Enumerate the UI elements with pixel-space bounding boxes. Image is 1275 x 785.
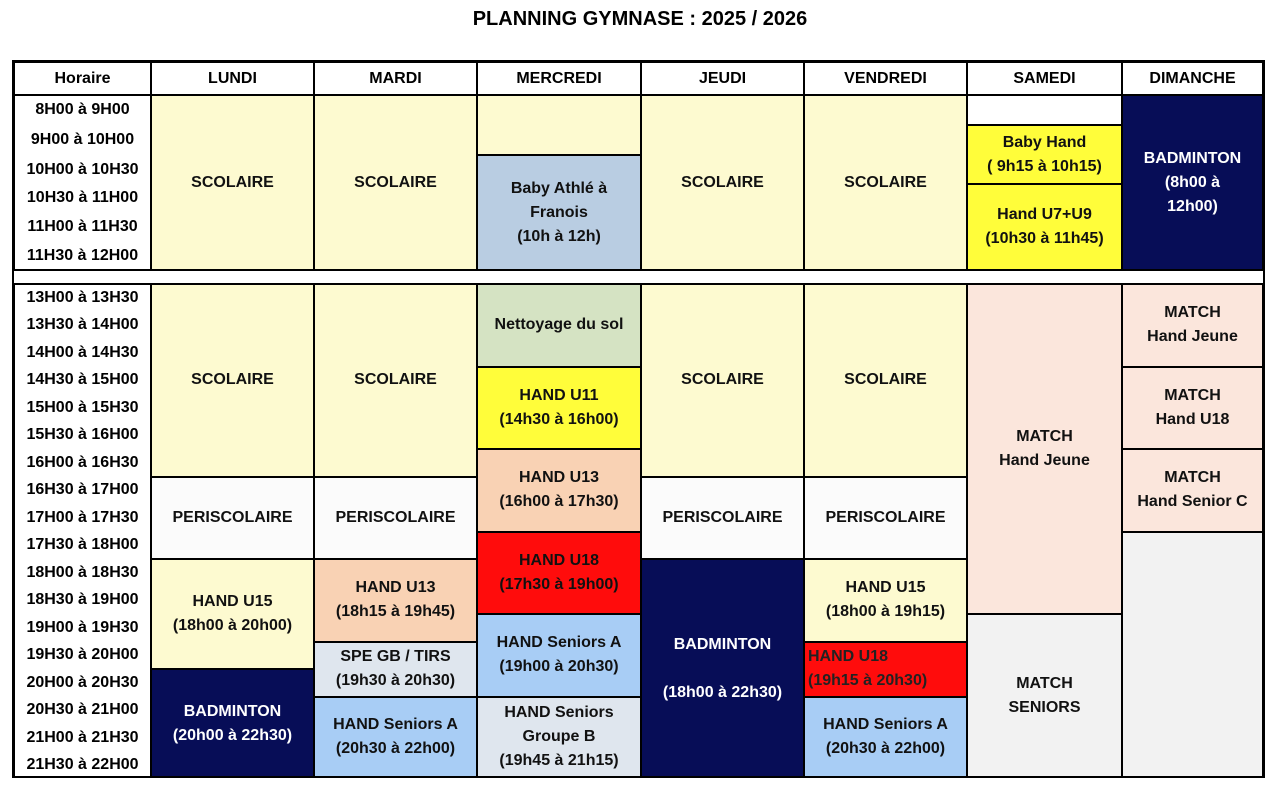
match-hand-jeune-block-saturday-line: MATCH (1016, 428, 1073, 445)
hand-u13-block-wednesday-line: HAND U13 (518, 469, 599, 487)
lunch-break-gap (14, 270, 1263, 284)
hand-u7-u9-block-line: Hand U7+U9 (997, 206, 1092, 223)
scolaire-block-morning-label: SCOLAIRE (354, 173, 437, 191)
hand-seniors-a-block-wednesday[interactable] (477, 614, 641, 697)
match-hand-u18-block-line: Hand U18 (1155, 410, 1230, 428)
hand-u15-block-friday-line: HAND U15 (845, 579, 926, 597)
match-hand-senior-c-block-line: Hand Senior C (1137, 493, 1248, 511)
time-slot-morning: 10H30 à 11H00 (26, 189, 139, 206)
samedi-morning-free (967, 95, 1122, 125)
header-dimanche-label: DIMANCHE (1149, 69, 1236, 87)
match-hand-senior-c-block-line: MATCH (1164, 469, 1221, 487)
nettoyage-block[interactable] (477, 284, 641, 367)
scolaire-block-morning-label: SCOLAIRE (681, 173, 764, 191)
hand-seniors-b-block-line: Groupe B (522, 728, 596, 746)
hand-u15-block-monday-line: HAND U15 (192, 593, 273, 610)
mercredi-morning-free (477, 95, 641, 155)
badminton-block-thursday[interactable] (641, 559, 804, 778)
hand-u15-block-monday-line: (18h00 à 20h00) (172, 617, 293, 634)
scolaire-block-morning-label: SCOLAIRE (191, 173, 274, 191)
match-hand-jeune-block-saturday-line: Hand Jeune (999, 452, 1090, 469)
hand-u18-block-friday[interactable] (804, 642, 967, 697)
header-lundi-label: LUNDI (208, 69, 257, 87)
time-slot-afternoon: 13H00 à 13H30 (26, 288, 139, 306)
periscolaire-block[interactable] (804, 477, 967, 560)
scolaire-block-morning[interactable] (641, 95, 804, 270)
header-jeudi (641, 62, 804, 95)
header-vendredi (804, 62, 967, 95)
match-hand-jeune-block-saturday[interactable] (967, 284, 1122, 614)
time-slot-afternoon: 21H30 à 22H00 (26, 756, 139, 774)
header-horaire-label: Horaire (54, 69, 111, 87)
hand-u18-block-wednesday[interactable] (477, 532, 641, 615)
hand-u11-block-line: HAND U11 (519, 386, 599, 404)
hand-u13-block-wednesday[interactable] (477, 449, 641, 532)
time-slot-afternoon: 18H00 à 18H30 (26, 563, 139, 581)
hand-seniors-a-block-friday-line: HAND Seniors A (823, 716, 948, 734)
hand-seniors-b-block-line: HAND Seniors (504, 704, 614, 722)
hand-u13-block-tuesday-line: (18h15 à 19h45) (335, 603, 456, 621)
hand-u18-block-wednesday-line: HAND U18 (518, 551, 599, 569)
baby-athle-block-line: Franois (530, 203, 588, 221)
hand-seniors-a-block-tuesday-line: HAND Seniors A (333, 716, 458, 734)
time-slot-afternoon: 20H30 à 21H00 (26, 701, 139, 719)
hand-seniors-a-block-wednesday-line: (19h00 à 20h30) (499, 658, 619, 676)
scolaire-block-afternoon-label: SCOLAIRE (844, 371, 927, 389)
scolaire-block-afternoon[interactable] (804, 284, 967, 477)
hand-u13-block-wednesday-line: (16h00 à 17h30) (499, 493, 619, 511)
hand-seniors-b-block-line: (19h45 à 21h15) (499, 752, 619, 770)
hand-u18-block-friday-line: HAND U18 (808, 648, 889, 665)
header-lundi (151, 62, 314, 95)
spe-gb-tirs-block-line: (19h30 à 20h30) (335, 672, 456, 689)
periscolaire-block[interactable] (314, 477, 477, 560)
scolaire-block-afternoon[interactable] (151, 284, 314, 477)
baby-athle-block-line: (10h à 12h) (517, 227, 601, 245)
header-mercredi-label: MERCREDI (516, 69, 602, 87)
header-mardi-label: MARDI (369, 69, 422, 87)
scolaire-block-afternoon[interactable] (641, 284, 804, 477)
hand-seniors-a-block-tuesday[interactable] (314, 697, 477, 779)
scolaire-block-morning[interactable] (804, 95, 967, 270)
match-hand-jeune-block-sunday-line: Hand Jeune (1147, 328, 1238, 346)
spe-gb-tirs-block[interactable] (314, 642, 477, 697)
baby-hand-block-line: ( 9h15 à 10h15) (987, 157, 1102, 175)
hand-seniors-a-block-tuesday-line: (20h30 à 22h00) (335, 740, 456, 758)
hand-u18-block-friday-line: (19h15 à 20h30) (808, 672, 928, 689)
badminton-block-monday-line: BADMINTON (183, 702, 282, 720)
periscolaire-block[interactable] (151, 477, 314, 560)
match-hand-jeune-block-sunday-line: MATCH (1164, 304, 1221, 322)
badminton-block-sunday-line: 12h00) (1167, 197, 1218, 215)
periscolaire-block-label: PERISCOLAIRE (662, 508, 783, 526)
time-slot-afternoon: 20H00 à 20H30 (26, 673, 139, 691)
header-dimanche (1122, 62, 1263, 95)
time-slot-afternoon: 15H00 à 15H30 (26, 398, 139, 416)
time-slot-afternoon: 17H30 à 18H00 (26, 536, 139, 554)
baby-hand-block[interactable] (967, 125, 1122, 184)
match-seniors-block-line: SENIORS (1008, 699, 1081, 716)
hand-u7-u9-block-line: (10h30 à 11h45) (985, 230, 1104, 247)
time-slot-afternoon: 14H30 à 15H00 (26, 371, 139, 389)
match-seniors-block-line: MATCH (1016, 675, 1073, 692)
scolaire-block-afternoon-label: SCOLAIRE (354, 371, 437, 389)
header-jeudi-label: JEUDI (698, 69, 747, 87)
match-hand-senior-c-block[interactable] (1122, 449, 1263, 532)
header-samedi (967, 62, 1122, 95)
badminton-block-monday-line: (20h00 à 22h30) (172, 726, 293, 744)
baby-athle-block[interactable] (477, 155, 641, 270)
badminton-block-sunday-line: BADMINTON (1143, 149, 1242, 167)
time-slot-afternoon: 14H00 à 14H30 (26, 343, 139, 361)
time-slot-morning: 11H30 à 12H00 (26, 246, 139, 264)
hand-u18-block-wednesday-line: (17h30 à 19h00) (499, 575, 619, 593)
match-seniors-block[interactable] (967, 614, 1122, 778)
time-slot-afternoon: 19H30 à 20H00 (26, 646, 139, 664)
hand-seniors-b-block[interactable] (477, 697, 641, 779)
header-horaire (14, 62, 151, 95)
header-mercredi (477, 62, 641, 95)
hand-u15-block-friday-line: (18h00 à 19h15) (825, 603, 946, 621)
nettoyage-block-line: Nettoyage du sol (494, 316, 624, 334)
scolaire-block-morning[interactable] (151, 95, 314, 270)
hand-seniors-a-block-friday-line: (20h30 à 22h00) (825, 740, 946, 758)
header-samedi-label: SAMEDI (1013, 69, 1076, 87)
scolaire-block-afternoon[interactable] (314, 284, 477, 477)
time-slot-morning: 9H00 à 10H00 (30, 131, 135, 148)
time-slot-afternoon: 16H00 à 16H30 (26, 453, 139, 471)
badminton-block-sunday[interactable] (1122, 95, 1263, 270)
scolaire-block-morning[interactable] (314, 95, 477, 270)
scolaire-block-afternoon-label: SCOLAIRE (191, 371, 274, 389)
periscolaire-block[interactable] (641, 477, 804, 560)
hand-seniors-a-block-wednesday-line: HAND Seniors A (496, 634, 622, 652)
time-slot-afternoon: 17H00 à 17H30 (26, 508, 139, 526)
periscolaire-block-label: PERISCOLAIRE (335, 508, 456, 526)
scolaire-block-afternoon-label: SCOLAIRE (681, 371, 764, 389)
time-slot-morning: 8H00 à 9H00 (35, 101, 130, 118)
time-slot-afternoon: 13H30 à 14H00 (26, 316, 139, 334)
time-slot-morning: 10H00 à 10H30 (26, 160, 139, 178)
header-vendredi-label: VENDREDI (844, 69, 927, 87)
scolaire-block-morning-label: SCOLAIRE (844, 173, 927, 191)
hand-u11-block-line: (14h30 à 16h00) (499, 410, 619, 428)
baby-athle-block-line: Baby Athlé à (510, 179, 608, 197)
spe-gb-tirs-block-line: SPE GB / TIRS (340, 648, 451, 665)
header-mardi (314, 62, 477, 95)
time-slot-afternoon: 19H00 à 19H30 (26, 618, 139, 636)
periscolaire-block-label: PERISCOLAIRE (825, 508, 946, 526)
time-slot-morning: 11H00 à 11H30 (27, 217, 138, 235)
time-slot-afternoon: 21H00 à 21H30 (26, 728, 139, 746)
match-hand-jeune-block-sunday[interactable] (1122, 284, 1263, 367)
hand-seniors-a-block-friday[interactable] (804, 697, 967, 779)
periscolaire-block-label: PERISCOLAIRE (172, 508, 293, 526)
time-slot-afternoon: 18H30 à 19H00 (26, 591, 139, 609)
time-slot-afternoon: 16H30 à 17H00 (26, 481, 139, 499)
badminton-block-thursday-line: BADMINTON (673, 635, 772, 653)
hand-u15-block-friday[interactable] (804, 559, 967, 642)
baby-hand-block-line: Baby Hand (1002, 133, 1087, 151)
hand-u13-block-tuesday-line: HAND U13 (355, 579, 436, 597)
badminton-block-sunday-line: (8h00 à (1164, 173, 1221, 191)
badminton-block-thursday-line: (18h00 à 22h30) (662, 683, 783, 701)
hand-u7-u9-block[interactable] (967, 184, 1122, 270)
match-hand-u18-block-line: MATCH (1164, 386, 1221, 404)
hand-u11-block[interactable] (477, 367, 641, 450)
sunday-afternoon-free (1122, 532, 1263, 779)
page-title: PLANNING GYMNASE : 2025 / 2026 (472, 8, 808, 30)
hand-u15-block-monday[interactable] (151, 559, 314, 669)
badminton-block-monday[interactable] (151, 669, 314, 778)
time-slot-afternoon: 15H30 à 16H00 (26, 426, 139, 444)
match-hand-u18-block[interactable] (1122, 367, 1263, 450)
hand-u13-block-tuesday[interactable] (314, 559, 477, 642)
